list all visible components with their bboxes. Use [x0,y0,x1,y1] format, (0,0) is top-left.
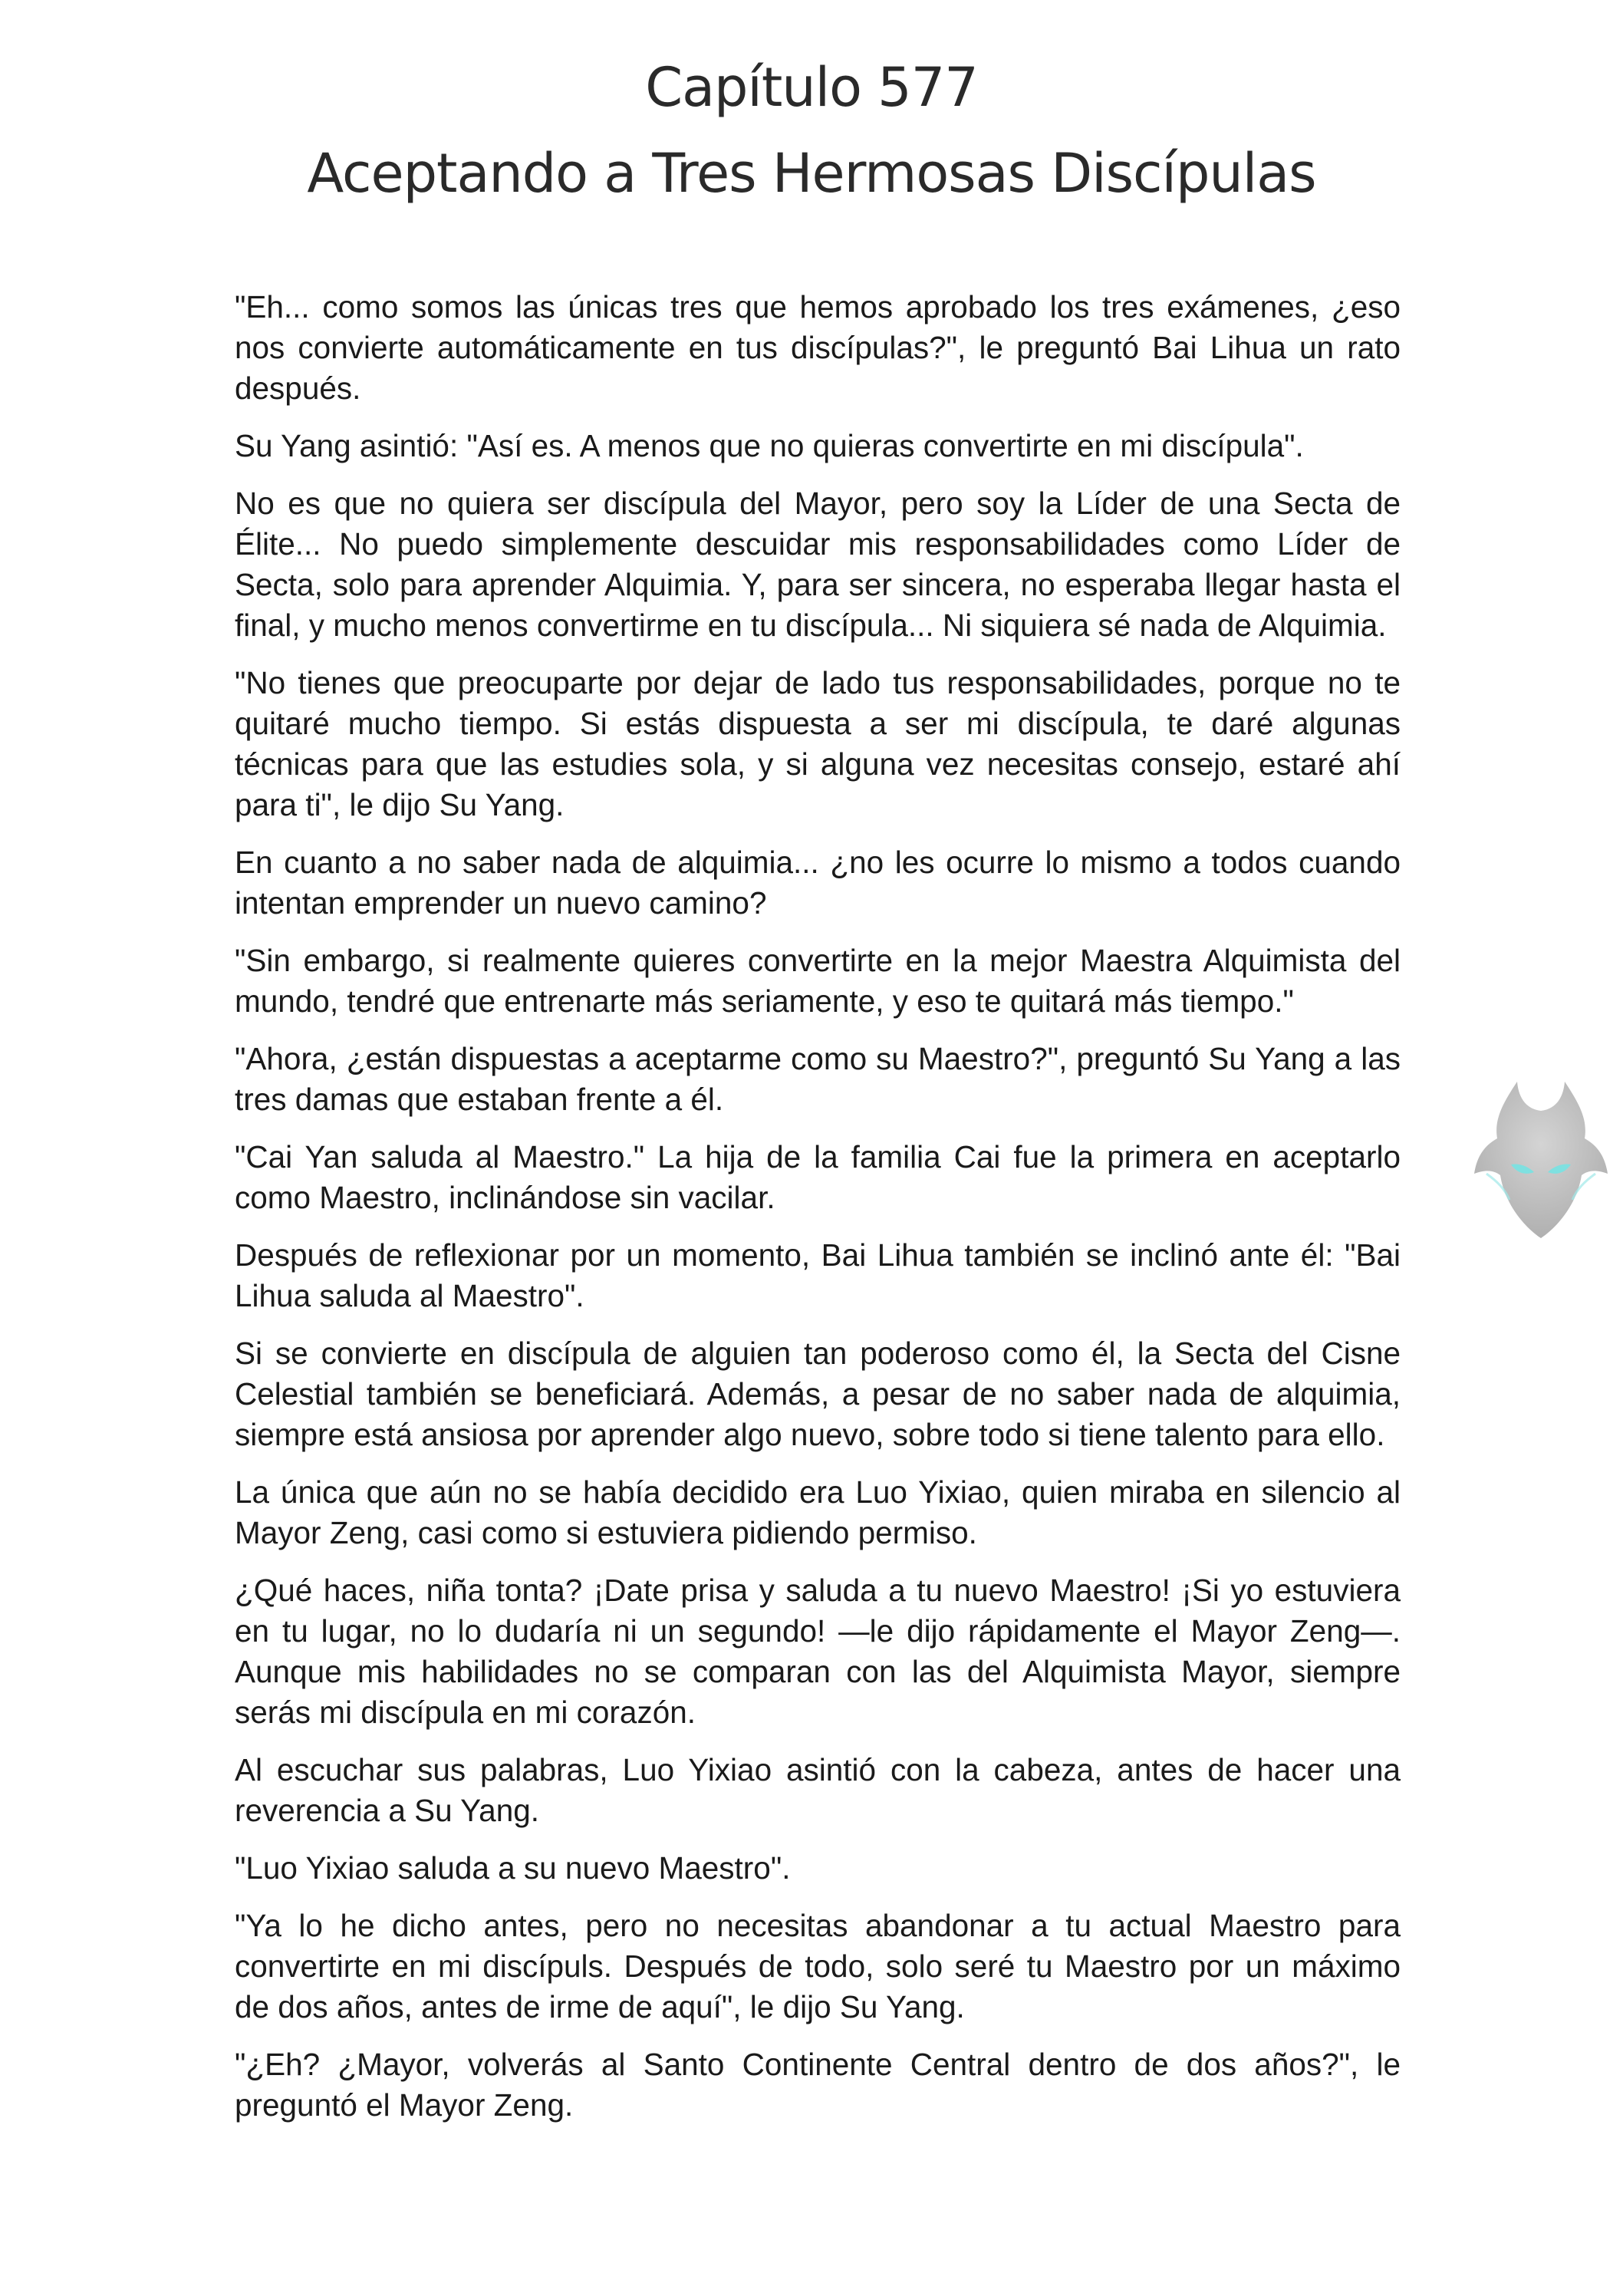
paragraph: "Ahora, ¿están dispuestas a aceptarme como su Maestro?", preguntó Su Yang a las tres damas que estaban frente a él. [235,1041,1401,1117]
paragraph: "¿Eh? ¿Mayor, volverás al Santo Continente Central dentro de dos años?", le preguntó el Mayor Zeng. [235,2047,1401,2123]
paragraph: "Ya lo he dicho antes, pero no necesitas abandonar a tu actual Maestro para convertirte en mi discípuls. Después de todo, solo seré tu Maestro por un máximo de dos años, antes de irme de aquí", le dijo Su Yang. [235,1908,1401,2024]
chapter-title [0,44,1623,216]
paragraph: "Eh... como somos las únicas tres que hemos aprobado los tres exámenes, ¿eso nos convierte automáticamente en tus discípulas?", le preguntó Bai Lihua un rato después. [235,289,1401,406]
paragraph: En cuanto a no saber nada de alquimia... ¿no les ocurre lo mismo a todos cuando intentan emprender un nuevo camino? [235,845,1401,921]
paragraph: Si se convierte en discípula de alguien tan poderoso como él, la Secta del Cisne Celestial también se beneficiará. Además, a pesar de no saber nada de alquimia, siempre está ansiosa por aprender algo nuevo, sobre todo si tiene talento para ello. [235,1336,1401,1452]
paragraph: Su Yang asintió: "Así es. A menos que no quieras convertirte en mi discípula". [235,428,1304,463]
paragraph: "Cai Yan saluda al Maestro." La hija de la familia Cai fue la primera en aceptarlo como Maestro, inclinándose sin vacilar. [235,1139,1401,1215]
paragraph: No es que no quiera ser discípula del Mayor, pero soy la Líder de una Secta de Élite... No puedo simplemente descuidar mis responsabilidades como Líder de Secta, solo para aprender Alquimia. Y, para ser sincera, no esperaba llegar hasta el final, y mucho menos convertirme en tu discípula... Ni siquiera sé nada de Alquimia. [235,486,1401,643]
paragraph: "No tienes que preocuparte por dejar de lado tus responsabilidades, porque no te quitaré mucho tiempo. Si estás dispuesta a ser mi discípula, te daré algunas técnicas para que las estudies sola, y si alguna vez necesitas consejo, estaré ahí para ti", le dijo Su Yang. [235,665,1401,822]
demon-head-icon [1471,1074,1611,1244]
paragraph: "Sin embargo, si realmente quieres convertirte en la mejor Maestra Alquimista del mundo, tendré que entrenarte más seriamente, y eso te quitará más tiempo." [235,943,1401,1019]
paragraph: La única que aún no se había decidido era Luo Yixiao, quien miraba en silencio al Mayor Zeng, casi como si estuviera pidiendo permiso. [235,1474,1401,1550]
paragraph: "Luo Yixiao saluda a su nuevo Maestro". [235,1850,791,1886]
paragraph: Después de reflexionar por un momento, Bai Lihua también se inclinó ante él: "Bai Lihua saluda al Maestro". [235,1237,1401,1313]
chapter-name: Aceptando a Tres Hermosas Discípulas [307,142,1316,205]
chapter-body [235,287,1401,2143]
paragraph: ¿Qué haces, niña tonta? ¡Date prisa y saluda a tu nuevo Maestro! ¡Si yo estuviera en tu lugar, no lo dudaría ni un segundo! —le dijo rápidamente el Mayor Zeng—. Aunque mis habilidades no se comparan con las del Alquimista Mayor, siempre serás mi discípula en mi corazón. [235,1573,1401,1730]
paragraph: Al escuchar sus palabras, Luo Yixiao asintió con la cabeza, antes de hacer una reverencia a Su Yang. [235,1752,1401,1828]
chapter-number: Capítulo 577 [645,56,978,119]
